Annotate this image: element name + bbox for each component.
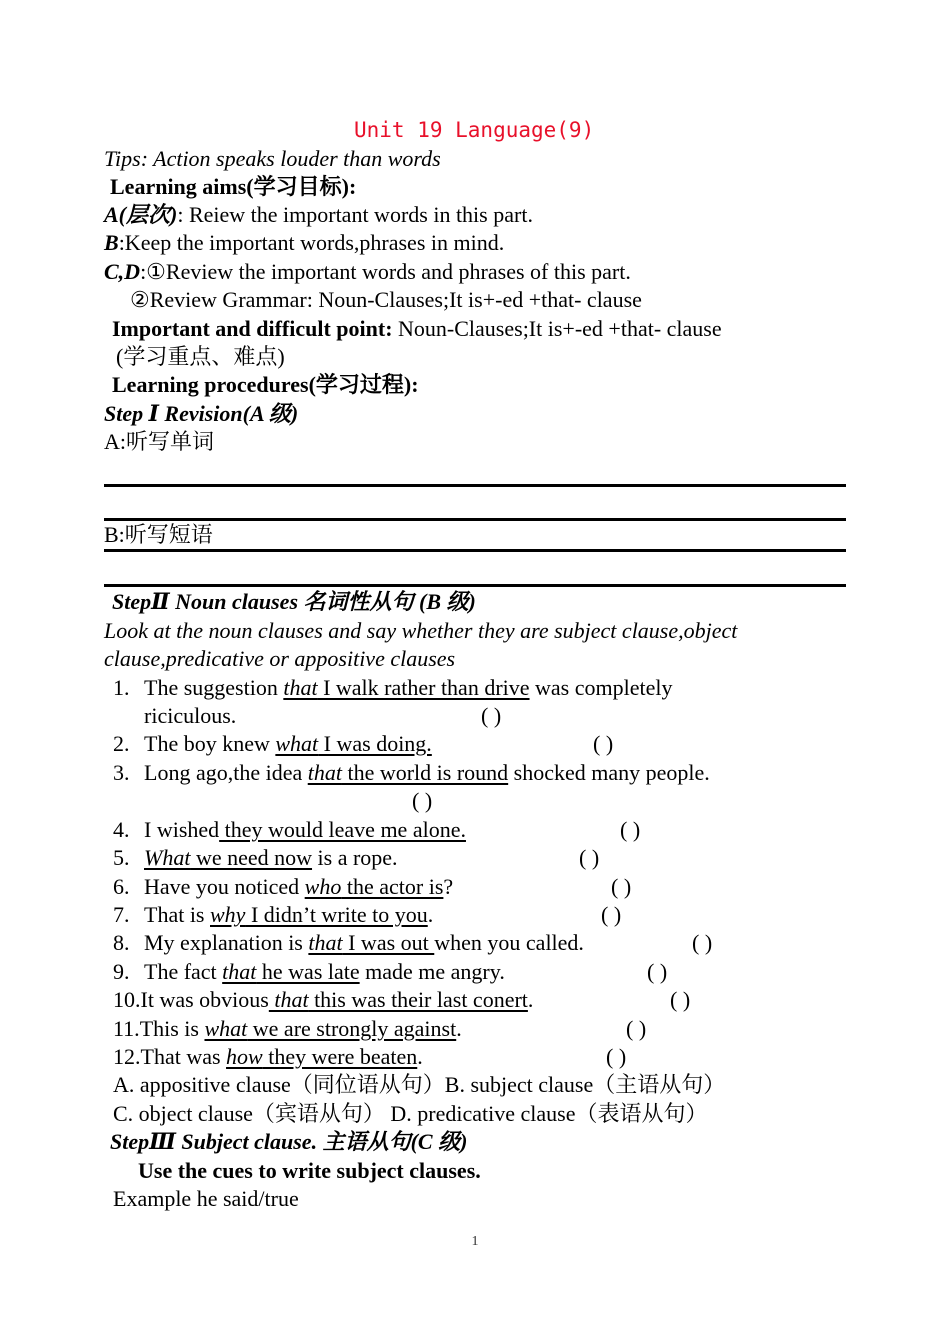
list-item: 1. The suggestion that I walk rather than drive was completely <box>113 675 673 700</box>
step1-a-label: A:听写单词 <box>104 429 215 454</box>
page-number: 1 <box>471 1234 479 1249</box>
answer-blank[interactable]: ( ) <box>647 959 668 984</box>
important-text: Noun-Clauses;It is+-ed +that- clause <box>392 316 722 341</box>
important-cn: (学习重点、难点) <box>116 344 285 369</box>
important-point <box>112 315 722 343</box>
answer-blank[interactable]: ( ) <box>626 1016 647 1041</box>
answer-line-1 <box>104 484 846 487</box>
step3-instruction: Use the cues to write subject clauses. <box>138 1158 481 1183</box>
procedures-heading: Learning procedures(学习过程): <box>112 372 419 397</box>
step3-example: Example he said/true <box>113 1186 299 1211</box>
options-line-2: C. object clause（宾语从句） D. predicative clause（表语从句） <box>113 1101 708 1126</box>
step2-instruction-1: Look at the noun clauses and say whether they are subject clause,object <box>104 618 738 643</box>
aim-cd-text-2: ②Review Grammar: Noun-Clauses;It is+-ed +that- clause <box>130 287 642 312</box>
aim-a-text: : Reiew the important words in this part. <box>177 202 533 227</box>
answer-blank[interactable]: ( ) <box>620 817 641 842</box>
list-item: 12.That was how they were beaten. <box>113 1044 423 1069</box>
step2-heading: StepⅡ Noun clauses 名词性从句 (B 级) <box>112 589 476 614</box>
aim-cd-label: C,D <box>104 259 141 284</box>
page-title: Unit 19 Language(9) <box>354 118 595 142</box>
list-item: 7. That is why I didn’t write to you. <box>113 902 434 927</box>
tips-line: Tips: Action speaks louder than words <box>104 146 441 171</box>
aim-b-label: B <box>104 230 119 255</box>
list-item: 6. Have you noticed who the actor is? <box>113 874 454 899</box>
aims-heading: Learning aims(学习目标): <box>110 174 357 199</box>
list-item-continuation: riciculous. <box>144 703 237 728</box>
list-item: 9. The fact that he was late made me angry. <box>113 959 505 984</box>
answer-line-2 <box>104 518 846 521</box>
list-item: 4. I wished they would leave me alone. <box>113 817 466 842</box>
answer-blank[interactable]: ( ) <box>481 703 502 728</box>
answer-blank[interactable]: ( ) <box>670 987 691 1012</box>
aim-b-text: :Keep the important words,phrases in mind. <box>118 230 505 255</box>
answer-blank[interactable]: ( ) <box>593 731 614 756</box>
aim-cd <box>104 258 631 286</box>
answer-blank[interactable]: ( ) <box>606 1044 627 1069</box>
answer-blank[interactable]: ( ) <box>611 874 632 899</box>
step1-heading: Step Ⅰ Revision(A 级) <box>104 401 299 426</box>
step3-heading: StepⅢ Subject clause. 主语从句(C 级) <box>110 1129 468 1154</box>
important-label: Important and difficult point: <box>112 316 393 341</box>
list-item: 2. The boy knew what I was doing. <box>113 731 432 756</box>
step2-instruction-2: clause,predicative or appositive clauses <box>104 646 456 671</box>
list-item: 10.It was obvious that this was their last conert. <box>113 987 534 1012</box>
aim-a-label: A(层次) <box>104 202 178 227</box>
aim-b <box>104 229 504 257</box>
aim-cd-text: :①Review the important words and phrases of this part. <box>140 259 631 284</box>
answer-line-4 <box>104 584 846 587</box>
answer-blank[interactable]: ( ) <box>579 845 600 870</box>
answer-line-3 <box>104 549 846 552</box>
answer-blank[interactable]: ( ) <box>601 902 622 927</box>
list-item: 5. What we need now is a rope. <box>113 845 398 870</box>
aim-a <box>104 201 533 229</box>
answer-blank[interactable]: ( ) <box>412 788 433 813</box>
answer-blank[interactable]: ( ) <box>692 930 713 955</box>
list-item: 3. Long ago,the idea that the world is round shocked many people. <box>113 760 710 785</box>
options-line-1: A. appositive clause（同位语从句）B. subject clause（主语从句） <box>113 1072 726 1097</box>
step1-b-label: B:听写短语 <box>104 522 213 547</box>
list-item: 8. My explanation is that I was out when you called. <box>113 930 584 955</box>
list-item: 11.This is what we are strongly against. <box>113 1016 462 1041</box>
